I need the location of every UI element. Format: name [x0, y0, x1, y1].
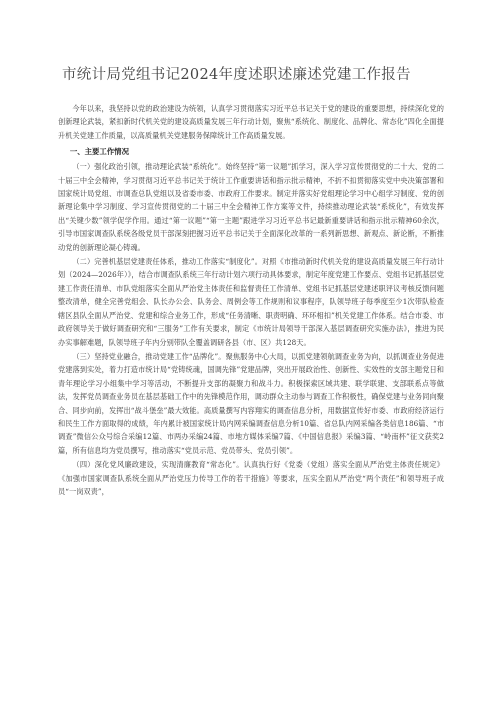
body-paragraph-3: （三）坚持党业融合，推动党建工作“品牌化”。聚焦服务中心大局，以抓党建领航调查业务为向，以抓调查业务促进党建落到实处，着力打造市统计局“党铸统魂，国调先锋”党建品牌，突出开展政治性、创新性、实效性的支部主题党日和青年理论学习小组集中学习等活动，不断提升支部的凝聚力和战斗力。积极探索区域共建、联学联建、支部联系点等做法，发挥党员调查业务员在基层基础工作中的先锋模范作用，调动群众主动参与调查工作积极性，确保党建与业务同向聚合、同步向前，发挥出“战斗堡垒”最大效能。高质量撰写内容翔实的调查信息分析，用数据宣传好市委、市政府经济运行和民生工作方面取得的成绩，年内累计被国家统计局内网采编调查信息分析10篇、省总队内网采编各类信息186篇、“市调查”微信公众号综合采编12篇、市两办采编24篇、市地方媒体采编7篇、《中国信息报》采编3篇、“岭南杯”征文获奖2篇，所有信息均为党员撰写，推动落实“党员示范、党员带头、党员引领”。 — [58, 351, 444, 455]
body-paragraph-2: （二）完善机基层党建责任体系，推动工作落实“制度化”。对照《市推动新时代机关党的建设高质量发展三年行动计划（2024—2026年）》，结合市调查队系统三年行动计划六项行动具体要求，制定年度党建工作要点、党组书记抓基层党建工作责任清单、市队党组落实全面从严治党主体责任和监督责任工作清单、党组书记抓基层党建述职评议考核反馈问题整改清单，健全完善党组会、队长办公会、队务会、周例会等工作规则和议事程序，队领导班子每季度至少1次带队检查辖区县队全面从严治党、党建和综合业务工作，形成“任务清晰、职责明确、环环相扣”机关党建工作体系。结合市委、市政府领导关于做好调查研究和“三服务”工作有关要求，制定《市统计局领导干部深入基层调查研究实施办法》，推进为民办实事解难题，队领导班子年内分别带队全覆盖调研各县（市、区）共128天。 — [58, 257, 444, 347]
section-heading: 一、主要工作情况 — [69, 147, 129, 157]
body-paragraph-1: （一）强化政治引领，推动理论武装“系统化”。始终坚持“第一议题”抓学习，深入学习宣传贯彻党的二十大、党的二十届三中全会精神，学习贯彻习近平总书记关于统计工作重要讲话和指示批示精神，不折不扣贯彻落实党中央决策部署和国家统计局党组、市调查总队党组以及省委市委、市政府工作要求。制定并落实好党组理论学习中心组学习制度、党的创新理论集中学习制度、学习宣传贯彻党的二十届三中全会精神工作方案等文件，持续推动理论武装“系统化”，有效发挥出“关键少数”领学促学作用。通过“第一议题”“第一主题”跟进学习习近平总书记最新重要讲话和指示批示精神60余次，引导市国家调查队系统各级党员干部深刻把握习近平总书记关于全面深化改革的一系列新思想、新观点、新论断，不断推动党的创新理论凝心铸魂。 — [58, 162, 444, 252]
body-paragraph-4: （四）深化党风廉政建设，实现清廉教育“常态化”。认真执行好《党委（党组）落实全面从严治党主体责任规定》《加强市国家调查队系统全面从严治党压力传导工作的若干措施》等要求，压实全面从严治党“两个责任”和领导班子成员“一岗双责”， — [58, 460, 444, 496]
intro-paragraph: 今年以来，我坚持以党的政治建设为统领，认真学习贯彻落实习近平总书记关于党的建设的重要思想，持续深化党的创新理论武装，紧扣新时代机关党的建设高质量发展三年行动计划，聚焦“系统化、制度化、品牌化、常态化”四化全面提升机关党建工作质量，以高质量机关党建服务保障统计工作高质量发展。 — [58, 104, 444, 140]
page-title: 市统计局党组书记2024年度述职述廉述党建工作报告 — [62, 67, 411, 83]
